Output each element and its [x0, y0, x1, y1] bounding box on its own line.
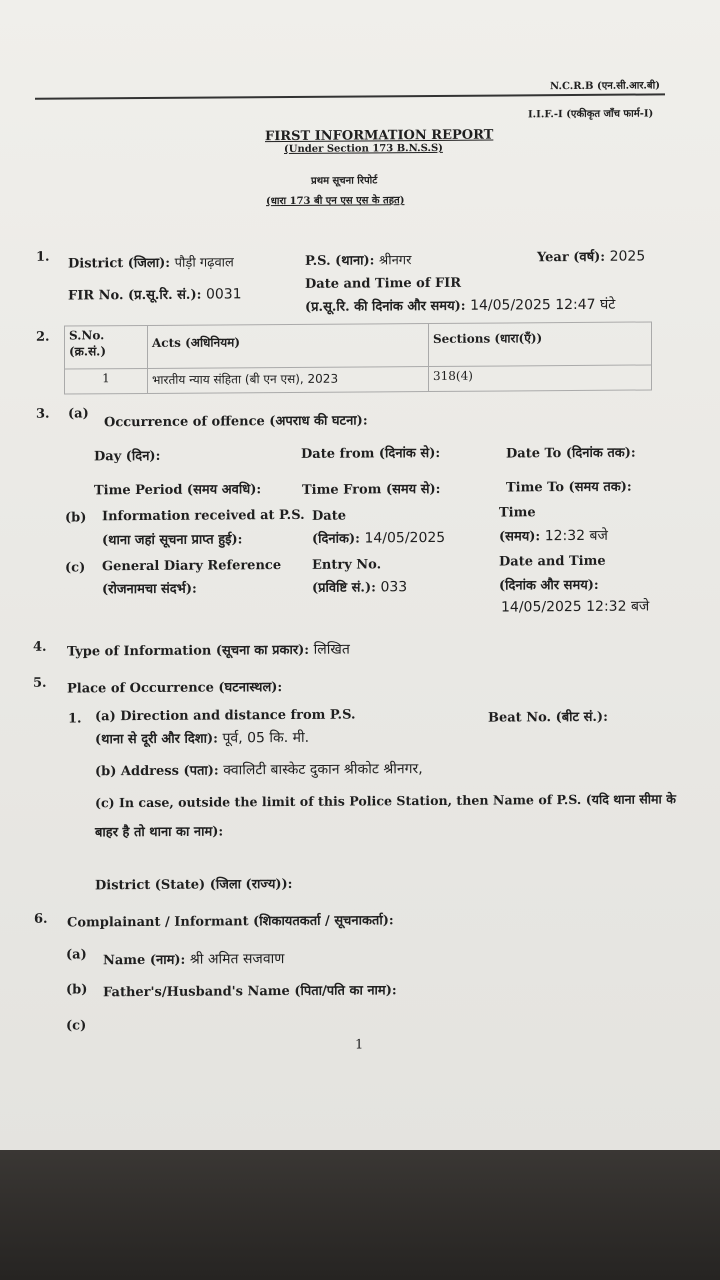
beat-no-label: Beat No. (बीट सं.):	[488, 709, 608, 726]
section-4-number: 4.	[33, 639, 47, 655]
sno-header-en: S.No.	[69, 328, 105, 343]
gd-datetime-label-1: Date and Time	[499, 553, 606, 570]
sno-header-hi: (क्र.सं.)	[69, 344, 107, 359]
year-value: 2025	[609, 248, 646, 265]
date-to-label: Date To (दिनांक तक):	[506, 445, 636, 462]
direction-label-1: (a) Direction and distance from P.S.	[95, 707, 356, 725]
info-date-label-2: (दिनांक):	[312, 531, 360, 547]
father-name-label: Father's/Husband's Name (पिता/पति का नाम):	[103, 983, 397, 1001]
district-field	[68, 252, 234, 271]
place-label: Place of Occurrence (घटनास्थल):	[67, 680, 283, 697]
info-time-label-2: (समय):	[499, 529, 541, 545]
date-from-label: Date from (दिनांक से):	[301, 445, 441, 462]
entry-no-field	[312, 577, 407, 596]
fir-datetime-label-2: (प्र.सू.रि. की दिनांक और समय):	[305, 298, 466, 315]
info-received-label-1: Information received at P.S.	[102, 507, 305, 525]
complainant-label: Complainant / Informant (शिकायतकर्ता / सूचनाकर्ता):	[67, 913, 394, 931]
address-field	[95, 759, 423, 780]
s3c-marker: (c)	[65, 560, 86, 576]
form-label: I.I.F.-I (एकीकृत जाँच फार्म-I)	[528, 108, 654, 121]
info-type-label: Type of Information (सूचना का प्रकार):	[67, 642, 310, 660]
ps-value: श्रीनगर	[379, 253, 412, 269]
district-label: District (जिला):	[68, 255, 171, 272]
entry-no-label-2: (प्रविष्टि सं.):	[312, 580, 376, 596]
gd-datetime-value: 14/05/2025 12:32 बजे	[501, 598, 650, 616]
acts-header: Acts (अधिनियम)	[148, 324, 429, 369]
district-state-label: District (State) (जिला (राज्य)):	[95, 876, 293, 894]
ncrb-label: N.C.R.B (एन.सी.आर.बी)	[550, 80, 660, 93]
s6a-marker: (a)	[66, 947, 87, 963]
info-time-field	[499, 526, 608, 546]
table-header-row	[65, 322, 652, 369]
outside-ps-label-1: (c) In case, outside the limit of this Police Station, then Name of P.S. (यदि थाना सीमा के	[95, 791, 676, 811]
time-to-label: Time To (समय तक):	[506, 479, 632, 496]
complainant-name-value: श्री अमित सजवाण	[189, 951, 285, 968]
background-surface	[0, 1150, 720, 1280]
info-time-value: 12:32 बजे	[544, 527, 608, 545]
section-6-number: 6.	[34, 911, 48, 927]
fir-datetime-label-1: Date and Time of FIR	[305, 275, 462, 292]
district-value: पौड़ी गढ़वाल	[174, 255, 234, 271]
info-date-label-1: Date	[312, 508, 346, 524]
info-type-value: लिखित	[313, 641, 350, 658]
info-date-value: 14/05/2025	[364, 529, 446, 547]
address-label: (b) Address (पता):	[95, 763, 219, 780]
s6b-marker: (b)	[66, 982, 88, 998]
page-number: 1	[355, 1037, 364, 1053]
s3a-marker: (a)	[68, 406, 89, 422]
direction-field	[95, 728, 309, 748]
s3b-marker: (b)	[65, 510, 87, 526]
day-label: Day (दिन):	[94, 448, 161, 465]
complainant-name-field	[103, 949, 284, 969]
place-item-number: 1.	[68, 711, 82, 727]
year-field	[537, 246, 645, 265]
section-1-number: 1.	[36, 249, 50, 265]
complainant-name-label: Name (नाम):	[103, 952, 186, 969]
direction-label-2: (थाना से दूरी और दिशा):	[95, 731, 218, 748]
year-label: Year (वर्ष):	[537, 249, 606, 266]
gd-reference-label-1: General Diary Reference	[102, 558, 282, 575]
direction-value: पूर्व, 05 कि. मी.	[222, 729, 310, 747]
fir-datetime-value: 14/05/2025 12:47 घंटे	[470, 296, 616, 314]
sections-header: Sections (धारा(एँ))	[429, 322, 652, 367]
outside-ps-label-2: बाहर है तो थाना का नाम):	[95, 824, 224, 841]
fir-datetime-field	[305, 295, 615, 316]
row-sno: 1	[65, 368, 148, 394]
acts-sections-table	[64, 321, 652, 394]
row-section: 318(4)	[429, 365, 652, 392]
fir-label: FIR No. (प्र.सू.रि. सं.):	[68, 287, 202, 304]
subtitle-hi: (धारा 173 बी एन एस एस के तहत)	[266, 195, 405, 208]
table-row	[65, 365, 652, 394]
occurrence-label: Occurrence of offence (अपराध की घटना):	[104, 413, 368, 431]
entry-no-value: 033	[380, 579, 408, 596]
header-rule	[35, 93, 665, 99]
info-received-label-2: (थाना जहां सूचना प्राप्त हुई):	[102, 532, 243, 549]
section-3-number: 3.	[36, 406, 50, 422]
ps-label: P.S. (थाना):	[305, 253, 375, 269]
time-from-label: Time From (समय से):	[302, 481, 441, 498]
ps-field	[305, 250, 411, 269]
section-2-number: 2.	[36, 329, 50, 345]
entry-no-label-1: Entry No.	[312, 557, 382, 573]
fir-value: 0031	[205, 286, 242, 303]
time-period-label: Time Period (समय अवधि):	[94, 482, 262, 499]
sno-header	[65, 325, 148, 369]
info-date-field	[312, 528, 445, 547]
gd-datetime-label-2: (दिनांक और समय):	[499, 577, 599, 594]
section-5-number: 5.	[33, 675, 47, 691]
info-time-label-1: Time	[499, 505, 536, 521]
title-hi: प्रथम सूचना रिपोर्ट	[311, 175, 378, 187]
address-value: क्वालिटी बास्केट दुकान श्रीकोट श्रीनगर,	[223, 761, 423, 779]
row-act: भारतीय न्याय संहिता (बी एन एस), 2023	[148, 367, 429, 394]
gd-reference-label-2: (रोजनामचा संदर्भ):	[102, 581, 197, 598]
subtitle-en: (Under Section 173 B.N.S.S)	[284, 142, 443, 156]
s6c-marker: (c)	[66, 1018, 87, 1034]
title-en: FIRST INFORMATION REPORT	[265, 127, 494, 145]
info-type-field	[67, 640, 350, 661]
fir-field	[68, 284, 242, 303]
